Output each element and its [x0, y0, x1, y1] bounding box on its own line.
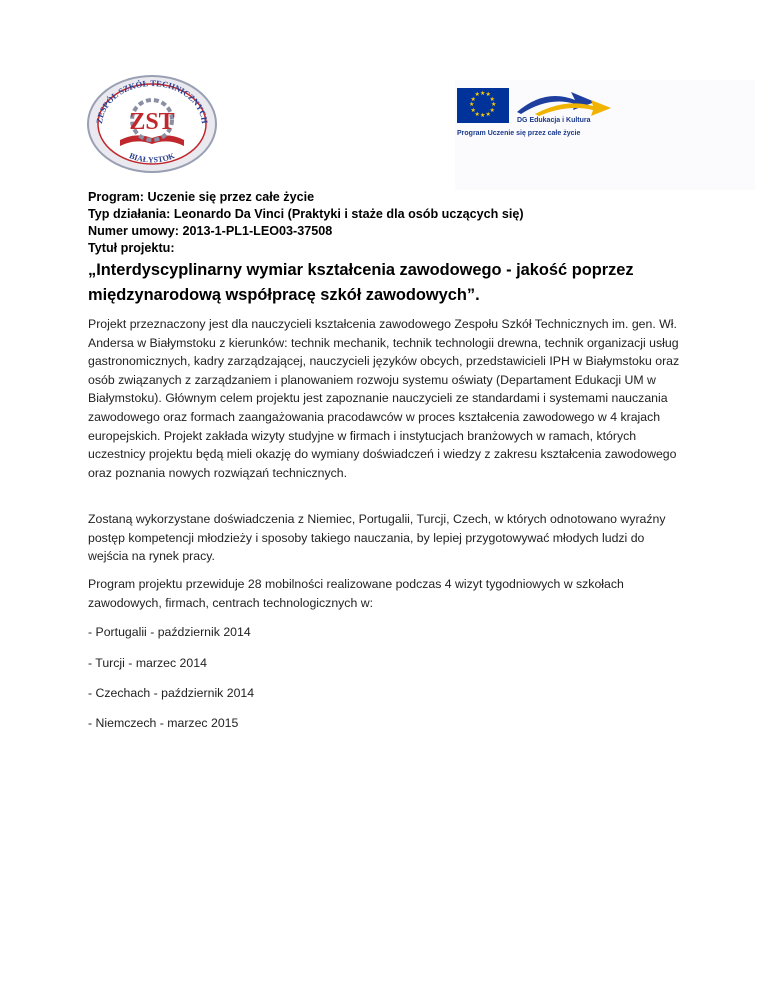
paragraph-programme	[88, 575, 688, 612]
eu-star-icon: ★	[489, 96, 495, 103]
program-line: Program: Uczenie się przez całe życie	[88, 190, 315, 204]
project-title-label: Tytuł projektu:	[88, 241, 175, 255]
dg-education-label: DG Edukacja i Kultura	[517, 117, 591, 124]
paragraph-intro	[88, 315, 688, 482]
visit-item: - Portugalii - październik 2014	[88, 625, 251, 639]
logo-text-bottom: BIAŁYSTOK	[128, 151, 176, 165]
logo-text-top: ZESPÓŁ SZKÓŁ TECHNICZNYCH	[94, 77, 210, 125]
visit-item: - Turcji - marzec 2014	[88, 656, 207, 670]
school-logo	[84, 72, 220, 176]
paragraph-text: Projekt przeznaczony jest dla nauczycieli kształcenia zawodowego Zespołu Szkół Technicznych im. gen. Wł. Andersa w Białymstoku z kierunków: technik mechanik, technik technologii drewna, technik organizacji usług gastronomicznych, kadry zarządzającej, nauczycieli języków obcych, przedstawicieli IPH w Białymstoku oraz osób związanych z zarządzaniem i planowaniem rozwoju systemu oświaty (Departament Edukacji UM w Białymstoku). Głównym celem projektu jest zapoznanie nauczycieli ze standardami i systemami nauczania zawodowego oraz formach zaangażowania pracodawców w proces kształcenia zawodowego w 4 krajach europejskich. Projekt zakłada wizyty studyjne w firmach i instytucjach branżowych w ramach, których uczestnicy projektu będą mieli okazję do wymiany doświadczeń i wiedzy z zakresu kształcenia zawodowego oraz poznania nowych rozwiązań technicznych.	[88, 317, 680, 480]
contract-number-line: Numer umowy: 2013-1-PL1-LEO03-37508	[88, 224, 333, 238]
visit-item: - Czechach - październik 2014	[88, 686, 255, 700]
eu-star-icon: ★	[474, 92, 480, 99]
eu-star-icon: ★	[470, 96, 476, 103]
eu-flag-icon	[457, 88, 509, 123]
eu-star-icon: ★	[480, 91, 486, 97]
eu-star-icon: ★	[485, 111, 491, 118]
logo-monogram: ZST	[129, 109, 175, 135]
paragraph-text: Program projektu przewiduje 28 mobilności realizowane podczas 4 wizyt tygodniowych w szkołach zawodowych, firmach, centrach technologicznych w:	[88, 577, 624, 610]
action-type-line: Typ działania: Leonardo Da Vinci (Praktyki i staże dla osób uczących się)	[88, 207, 524, 221]
eu-star-icon: ★	[470, 107, 476, 114]
eu-star-icon: ★	[491, 102, 497, 108]
eu-star-icon: ★	[469, 102, 475, 108]
eu-star-icon: ★	[485, 92, 491, 99]
eu-star-icon: ★	[480, 113, 486, 119]
eu-star-icon: ★	[474, 111, 480, 118]
programme-label: Program Uczenie się przez całe życie	[457, 130, 581, 137]
arrows-logo-icon	[515, 86, 613, 118]
eu-programme-logo	[455, 80, 755, 190]
project-title: „Interdyscyplinarny wymiar kształcenia zawodowego - jakość poprzez międzynarodową współpracę szkół zawodowych”.	[88, 261, 634, 304]
paragraph-text: Zostaną wykorzystane doświadczenia z Niemiec, Portugalii, Turcji, Czech, w których odnotowano wyraźny postęp kompetencji młodzieży i sposoby takiego nauczania, by lepiej przygotowywać młodych ludzi do wejścia na rynek pracy.	[88, 512, 666, 564]
eu-star-icon: ★	[489, 107, 495, 114]
visit-item: - Niemczech - marzec 2015	[88, 716, 239, 730]
paragraph-experience	[88, 510, 688, 566]
